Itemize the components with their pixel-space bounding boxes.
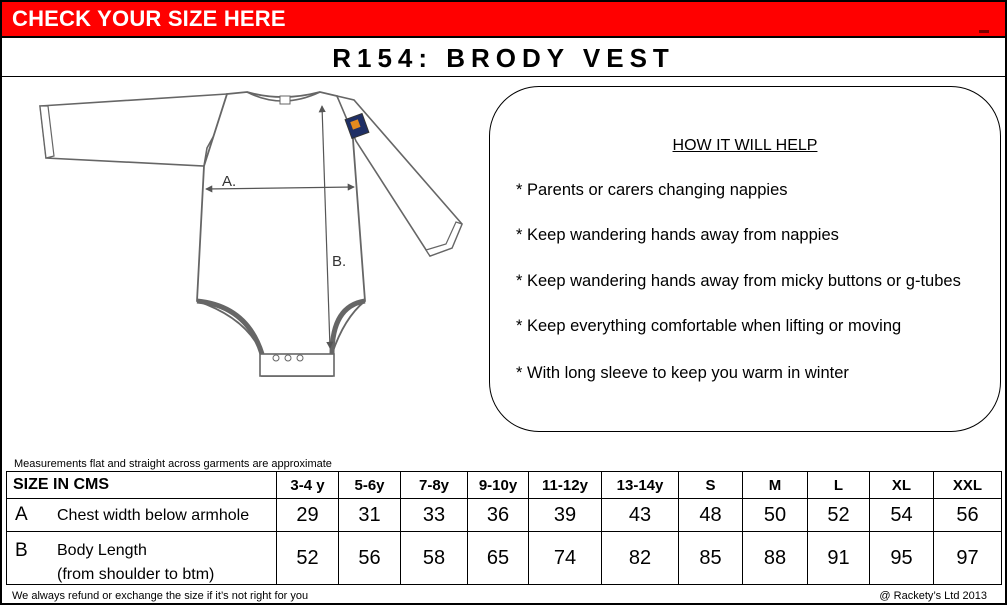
size-header: L: [808, 472, 870, 499]
help-item: * Keep wandering hands away from nappies: [516, 226, 839, 244]
table-cell: 33: [401, 499, 468, 532]
table-cell: 91: [808, 532, 870, 585]
table-cell: 36: [468, 499, 529, 532]
size-header: 3-4 y: [277, 472, 339, 499]
help-item: * Parents or carers changing nappies: [516, 181, 788, 199]
footer-copyright: @ Rackety’s Ltd 2013: [879, 590, 987, 602]
header-mark: [979, 30, 989, 33]
table-cell: 88: [743, 532, 808, 585]
size-header-row: [7, 472, 1002, 499]
table-cell: 65: [468, 532, 529, 585]
table-cell: 58: [401, 532, 468, 585]
footer-refund-note: We always refund or exchange the size if it’s not right for you: [12, 590, 309, 602]
row-description: Body Length: [57, 542, 147, 559]
table-cell: 74: [529, 532, 602, 585]
row-label-a: [7, 499, 277, 532]
size-header: XXL: [934, 472, 1002, 499]
measure-label-b: B.: [332, 253, 347, 270]
table-cell: 39: [529, 499, 602, 532]
row-description: Chest width below armhole: [57, 507, 250, 524]
size-header: XL: [870, 472, 934, 499]
help-item: * With long sleeve to keep you warm in winter: [516, 364, 849, 382]
size-header: 5-6y: [339, 472, 401, 499]
product-title: R154: BRODY VEST: [2, 38, 1005, 77]
help-item: * Keep everything comfortable when lifting or moving: [516, 317, 902, 335]
table-cell: 52: [808, 499, 870, 532]
measure-label-a: A.: [222, 173, 237, 190]
help-title: HOW IT WILL HELP: [672, 137, 818, 154]
header-title: CHECK YOUR SIZE HERE: [12, 6, 286, 31]
table-cell: 52: [277, 532, 339, 585]
size-header: 13-14y: [602, 472, 679, 499]
size-header: M: [743, 472, 808, 499]
table-cell: 85: [679, 532, 743, 585]
snap-3: [297, 355, 303, 361]
table-cell: 56: [934, 499, 1002, 532]
row-letter: B: [15, 540, 28, 561]
table-cell: 56: [339, 532, 401, 585]
help-box: [489, 86, 1001, 432]
table-cell: 82: [602, 532, 679, 585]
table-cell: 31: [339, 499, 401, 532]
size-header: 9-10y: [468, 472, 529, 499]
table-cell: 43: [602, 499, 679, 532]
measurement-note: Measurements flat and straight across garments are approximate: [14, 458, 332, 470]
header-bar: [2, 2, 1005, 38]
help-item: * Keep wandering hands away from micky buttons or g-tubes: [516, 272, 961, 290]
table-row-length: [7, 532, 1002, 585]
garment-body: [197, 92, 365, 376]
snap-1: [273, 355, 279, 361]
garment-diagram: [32, 86, 472, 396]
table-cell: 50: [743, 499, 808, 532]
table-row-chest: [7, 499, 1002, 532]
row-label-b: [7, 532, 277, 585]
size-header: 7-8y: [401, 472, 468, 499]
neck-label: [280, 96, 290, 104]
size-header: 11-12y: [529, 472, 602, 499]
table-cell: 97: [934, 532, 1002, 585]
snap-2: [285, 355, 291, 361]
row-description-sub: (from shoulder to btm): [57, 566, 215, 583]
size-table: [6, 471, 1002, 585]
table-corner-label: SIZE IN CMS: [7, 472, 277, 499]
table-cell: 54: [870, 499, 934, 532]
table-cell: 48: [679, 499, 743, 532]
row-letter: A: [15, 504, 28, 525]
table-cell: 95: [870, 532, 934, 585]
size-header: S: [679, 472, 743, 499]
table-cell: 29: [277, 499, 339, 532]
